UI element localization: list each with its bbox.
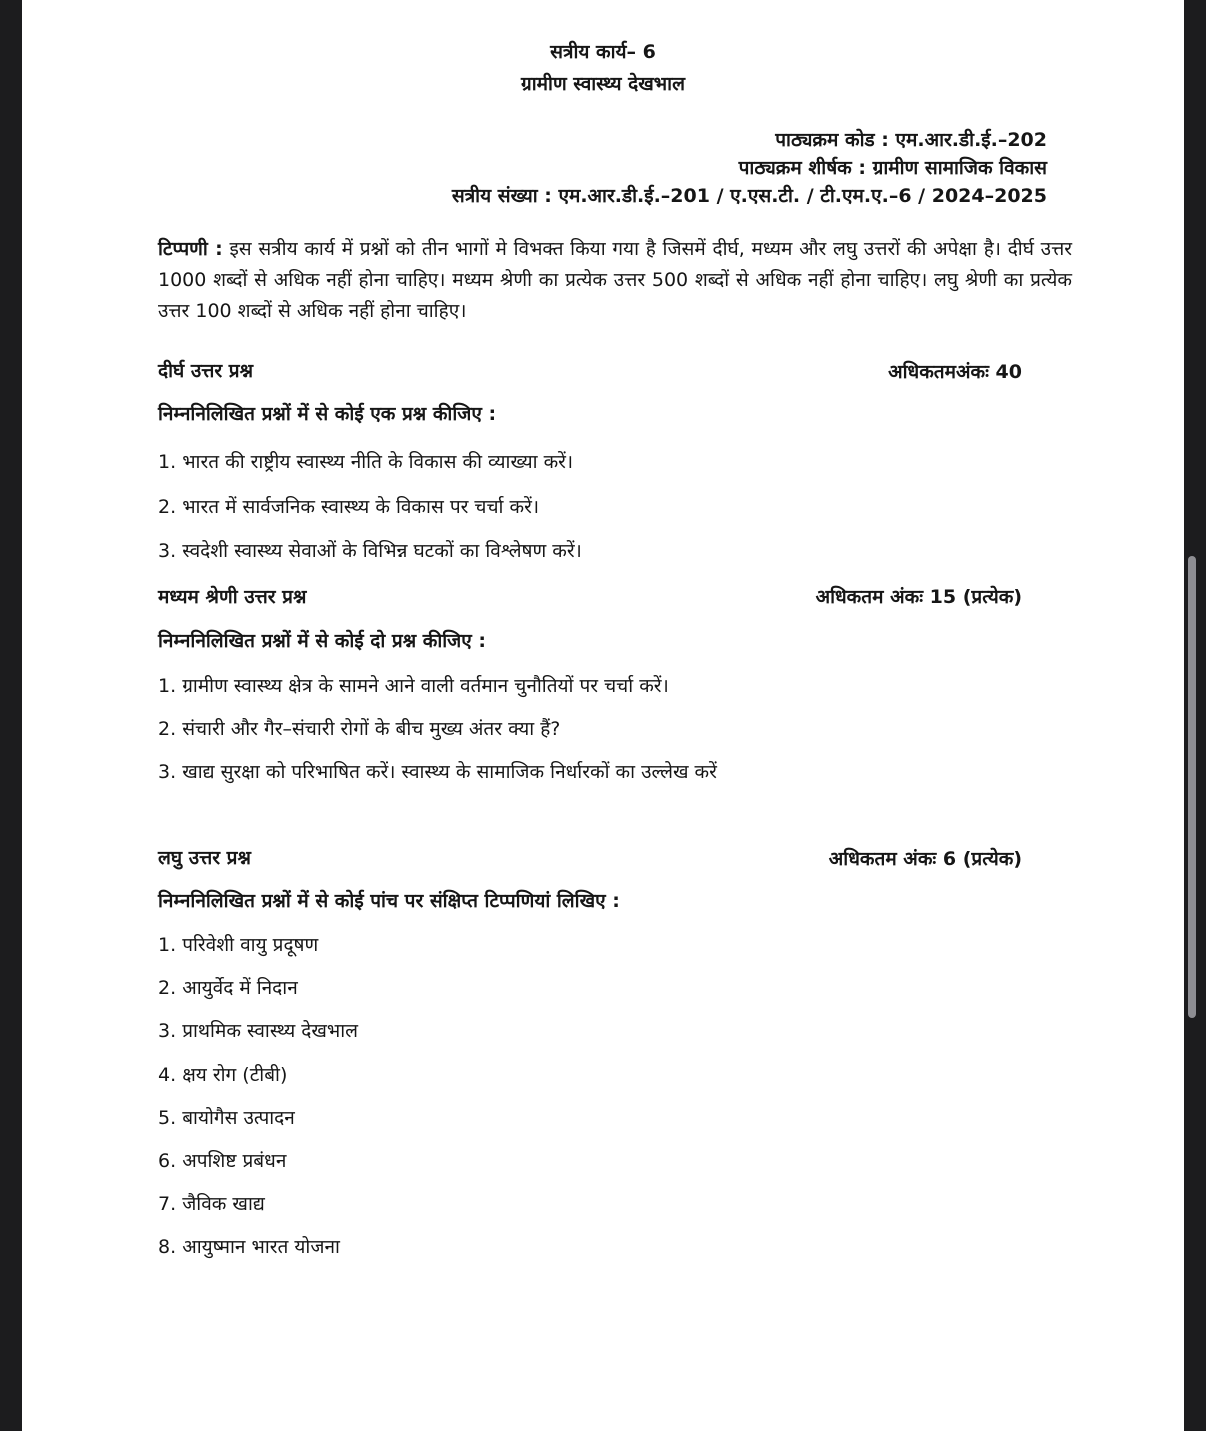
list-item: 2. संचारी और गैर–संचारी रोगों के बीच मुख्य अंतर क्या हैं? — [158, 718, 561, 740]
instructions-note — [158, 234, 1072, 327]
long-question-list — [158, 447, 582, 581]
course-title: पाठ्यक्रम शीर्षक : ग्रामीण सामाजिक विकास — [738, 157, 1047, 179]
list-item: 3. स्वदेशी स्वास्थ्य सेवाओं के विभिन्न घटकों का विश्लेषण करें। — [158, 540, 582, 562]
short-question-list — [158, 930, 358, 1276]
assignment-title: ग्रामीण स्वास्थ्य देखभाल — [521, 73, 685, 95]
list-item: 3. खाद्य सुरक्षा को परिभाषित करें। स्वास्थ्य के सामाजिक निर्धारकों का उल्लेख करें — [158, 761, 717, 783]
note-label: टिप्पणी : — [158, 238, 223, 260]
list-item: 1. परिवेशी वायु प्रदूषण — [158, 934, 319, 956]
list-item: 8. आयुष्मान भारत योजना — [158, 1236, 340, 1259]
vertical-scrollbar[interactable] — [1188, 556, 1196, 1018]
list-item: 3. प्राथमिक स्वास्थ्य देखभाल — [158, 1020, 359, 1043]
long-section-instruction: निम्ननिलिखित प्रश्नों में से कोई एक प्रश्न कीजिए : — [158, 403, 497, 425]
medium-question-list — [158, 671, 717, 800]
short-section-instruction: निम्ननिलिखित प्रश्नों में से कोई पांच पर संक्षिप्त टिप्पणियां लिखिए : — [158, 890, 620, 912]
long-section-heading: दीर्घ उत्तर प्रश्न — [158, 360, 254, 382]
list-item: 6. अपशिष्ट प्रबंधन — [158, 1149, 287, 1172]
list-item: 5. बायोगैस उत्पादन — [158, 1106, 295, 1129]
list-item: 1. ग्रामीण स्वास्थ्य क्षेत्र के सामने आने वाली वर्तमान चुनौतियों पर चर्चा करें। — [158, 675, 669, 697]
list-item: 2. भारत में सार्वजनिक स्वास्थ्य के विकास पर चर्चा करें। — [158, 495, 540, 518]
medium-section-marks: अधिकतम अंकः 15 (प्रत्येक) — [815, 586, 1022, 608]
note-text: इस सत्रीय कार्य में प्रश्नों को तीन भागों मे विभक्त किया गया है जिसमें दीर्घ, मध्यम और लघु उत्तरों की अपेक्षा है। दीर्घ उत्तर 1000 शब्दों से अधिक नहीं होना चाहिए। मध्यम श्रेणी का प्रत्येक उत्तर 500 शब्दों से अधिक नहीं होना चाहिए। लघु श्रेणी का प्रत्येक उत्तर 100 शब्दों से अधिक नहीं होना चाहिए। — [158, 238, 1072, 322]
list-item: 1. भारत की राष्ट्रीय स्वास्थ्य नीति के विकास की व्याख्या करें। — [158, 451, 574, 473]
assignment-number: सत्रीय कार्य– 6 — [550, 41, 656, 63]
medium-section-instruction: निम्ननिलिखित प्रश्नों में से कोई दो प्रश्न कीजिए : — [158, 630, 486, 652]
short-section-marks: अधिकतम अंकः 6 (प्रत्येक) — [828, 848, 1022, 870]
list-item: 4. क्षय रोग (टीबी) — [158, 1063, 288, 1086]
long-section-marks: अधिकतमअंकः 40 — [888, 361, 1022, 383]
assignment-id: सत्रीय संख्या : एम.आर.डी.ई.–201 / ए.एस.टी. / टी.एम.ए.–6 / 2024–2025 — [451, 185, 1047, 207]
list-item: 7. जैविक खाद्य — [158, 1193, 265, 1216]
course-code: पाठ्यक्रम कोड : एम.आर.डी.ई.–202 — [775, 129, 1047, 151]
list-item: 2. आयुर्वेद में निदान — [158, 977, 298, 1000]
medium-section-heading: मध्यम श्रेणी उत्तर प्रश्न — [158, 586, 307, 608]
short-section-heading: लघु उत्तर प्रश्न — [158, 847, 251, 869]
